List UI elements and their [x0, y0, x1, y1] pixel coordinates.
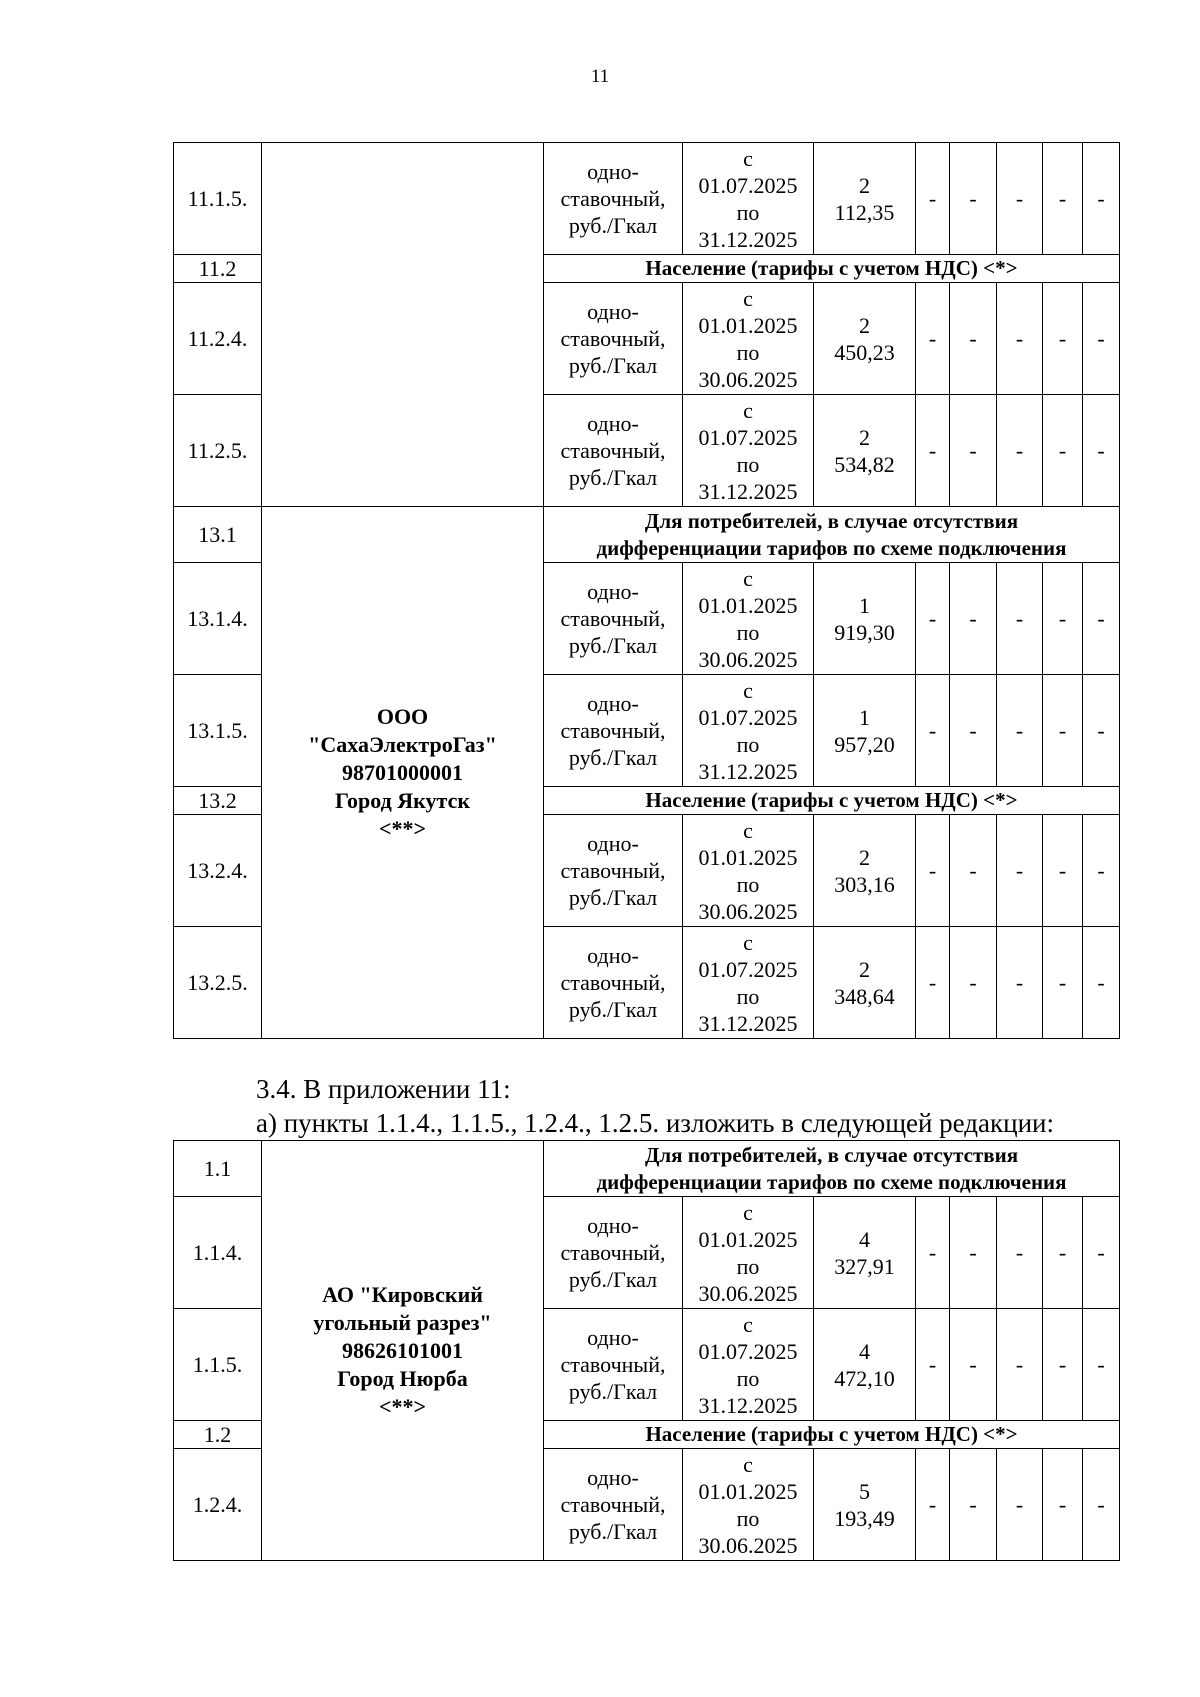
tariff-value-cell [814, 283, 916, 395]
organization-line: Город Якутск [334, 787, 471, 813]
tariff-value-cell [814, 143, 916, 255]
dash-cell: - [950, 143, 997, 255]
tariff-type-cell [544, 815, 683, 927]
tariff-type-line: ставочный, [560, 858, 666, 883]
period-line: 30.06.2025 [698, 366, 798, 392]
dash-cell: - [997, 1449, 1043, 1561]
category-header: Население (тарифы с учетом НДС) <*> [544, 255, 1120, 283]
amendment-line-2: а) пункты 1.1.4., 1.1.5., 1.2.4., 1.2.5. изложить в следующей редакции: [256, 1108, 1054, 1138]
dash-cell: - [916, 563, 950, 675]
tariff-value-cell [814, 395, 916, 507]
period-line: по [736, 199, 760, 225]
period-line: 30.06.2025 [698, 1280, 798, 1306]
period-line: 31.12.2025 [698, 1010, 798, 1036]
tariff-type-line: одно- [587, 299, 639, 324]
period-line: по [736, 871, 760, 897]
row-number: 11.2 [174, 255, 262, 283]
dash-cell: - [1043, 395, 1083, 507]
tariff-type-line: одно- [587, 691, 639, 716]
tariff-value-line: 5 [859, 1478, 870, 1504]
tariff-value-cell [814, 675, 916, 787]
dash-cell: - [1043, 675, 1083, 787]
row-number: 1.1.4. [174, 1197, 262, 1309]
period-cell [683, 1197, 814, 1309]
tariff-type-cell [544, 1309, 683, 1421]
tariff-value-line: 327,91 [834, 1253, 895, 1279]
period-line: с [743, 1451, 753, 1477]
tariff-type-line: ставочный, [560, 326, 666, 351]
period-cell [683, 1309, 814, 1421]
tariff-type-line: ставочный, [560, 718, 666, 743]
category-header-line: Для потребителей, в случае отсутствия [644, 1142, 1019, 1167]
organization-line: 98701000001 [342, 759, 463, 785]
period-line: 31.12.2025 [698, 226, 798, 252]
tariff-type-cell [544, 1197, 683, 1309]
tariff-value-cell [814, 563, 916, 675]
tariff-value-line: 919,30 [834, 619, 895, 645]
tariff-value-line: 1 [859, 704, 870, 730]
tariff-table [173, 1140, 1120, 1561]
period-cell [683, 143, 814, 255]
dash-cell: - [997, 815, 1043, 927]
tariff-type-line: руб./Гкал [568, 465, 658, 490]
period-line: 31.12.2025 [698, 758, 798, 784]
tariff-value-line: 1 [859, 592, 870, 618]
tariff-value-line: 348,64 [834, 983, 895, 1009]
period-line: по [736, 339, 760, 365]
dash-cell: - [950, 1197, 997, 1309]
organization-cell [262, 1141, 544, 1561]
page-number: 11 [590, 66, 610, 87]
tariff-type-line: руб./Гкал [568, 633, 658, 658]
tariff-type-line: руб./Гкал [568, 885, 658, 910]
period-line: по [736, 1365, 760, 1391]
row-number: 1.2.4. [174, 1449, 262, 1561]
period-line: по [736, 451, 760, 477]
dash-cell: - [916, 815, 950, 927]
tariff-type-cell [544, 283, 683, 395]
period-cell [683, 563, 814, 675]
dash-cell: - [950, 395, 997, 507]
tariff-value-line: 2 [859, 312, 870, 338]
organization-line: угольный разрез" [313, 1309, 492, 1335]
tariff-value-line: 472,10 [834, 1365, 895, 1391]
tariff-value-line: 303,16 [834, 871, 895, 897]
table-row [174, 143, 1120, 255]
period-line: 01.07.2025 [698, 1338, 798, 1364]
dash-cell: - [1043, 1449, 1083, 1561]
row-number: 1.1 [174, 1141, 262, 1197]
dash-cell: - [950, 675, 997, 787]
tariff-type-line: руб./Гкал [568, 997, 658, 1022]
period-line: 01.01.2025 [698, 312, 798, 338]
dash-cell: - [1083, 815, 1120, 927]
tariff-value-line: 534,82 [834, 451, 895, 477]
table-row [174, 1141, 1120, 1197]
tariff-value-line: 2 [859, 172, 870, 198]
period-line: с [743, 397, 753, 423]
tariff-type-line: ставочный, [560, 1240, 666, 1265]
organization-line: ООО [376, 703, 429, 729]
tariff-type-cell [544, 563, 683, 675]
dash-cell: - [916, 283, 950, 395]
category-header-line: дифференциации тарифов по схеме подключения [596, 535, 1067, 560]
period-line: 01.01.2025 [698, 592, 798, 618]
organization-line: Город Нюрба [337, 1365, 468, 1391]
tariff-type-line: одно- [587, 831, 639, 856]
dash-cell: - [916, 927, 950, 1039]
category-header-line: Для потребителей, в случае отсутствия [644, 508, 1019, 533]
tariff-type-line: одно- [587, 943, 639, 968]
row-number: 13.2.4. [174, 815, 262, 927]
dash-cell: - [916, 675, 950, 787]
dash-cell: - [1043, 815, 1083, 927]
dash-cell: - [950, 283, 997, 395]
category-header [544, 1141, 1120, 1197]
period-line: по [736, 731, 760, 757]
row-number: 11.2.5. [174, 395, 262, 507]
dash-cell: - [1043, 1309, 1083, 1421]
dash-cell: - [1083, 395, 1120, 507]
tariff-type-line: одно- [587, 1465, 639, 1490]
dash-cell: - [1043, 927, 1083, 1039]
dash-cell: - [997, 283, 1043, 395]
row-number: 13.1.5. [174, 675, 262, 787]
tariff-type-cell [544, 143, 683, 255]
dash-cell: - [997, 563, 1043, 675]
tariff-type-line: руб./Гкал [568, 353, 658, 378]
tariff-type-line: ставочный, [560, 186, 666, 211]
dash-cell: - [916, 1449, 950, 1561]
dash-cell: - [997, 675, 1043, 787]
tariff-value-cell [814, 815, 916, 927]
tariff-value-cell [814, 1309, 916, 1421]
dash-cell: - [997, 143, 1043, 255]
dash-cell: - [916, 143, 950, 255]
row-number: 13.2.5. [174, 927, 262, 1039]
tariff-value-line: 112,35 [834, 199, 895, 225]
tariff-type-line: ставочный, [560, 970, 666, 995]
dash-cell: - [1083, 143, 1120, 255]
dash-cell: - [1043, 143, 1083, 255]
tariff-type-cell [544, 1449, 683, 1561]
dash-cell: - [916, 1309, 950, 1421]
period-line: с [743, 817, 753, 843]
dash-cell: - [1083, 563, 1120, 675]
category-header: Население (тарифы с учетом НДС) <*> [544, 1421, 1120, 1449]
period-cell [683, 815, 814, 927]
organization-line: "СахаЭлектроГаз" [308, 731, 497, 757]
tariff-type-line: одно- [587, 1325, 639, 1350]
period-line: с [743, 285, 753, 311]
tariff-type-line: ставочный, [560, 606, 666, 631]
dash-cell: - [1083, 1309, 1120, 1421]
dash-cell: - [1043, 1197, 1083, 1309]
period-cell [683, 675, 814, 787]
period-line: 30.06.2025 [698, 898, 798, 924]
organization-line: <**> [378, 815, 427, 841]
amendment-text [256, 1072, 1054, 1140]
dash-cell: - [950, 815, 997, 927]
tariff-value-line: 957,20 [834, 731, 895, 757]
period-line: 30.06.2025 [698, 1532, 798, 1558]
dash-cell: - [916, 395, 950, 507]
tariff-type-line: ставочный, [560, 1352, 666, 1377]
period-line: 01.01.2025 [698, 1478, 798, 1504]
row-number: 13.2 [174, 787, 262, 815]
tariff-type-cell [544, 927, 683, 1039]
dash-cell: - [1083, 675, 1120, 787]
tariff-value-cell [814, 1197, 916, 1309]
category-header: Население (тарифы с учетом НДС) <*> [544, 787, 1120, 815]
tariff-type-line: ставочный, [560, 438, 666, 463]
tariff-value-line: 2 [859, 424, 870, 450]
period-line: с [743, 1311, 753, 1337]
period-line: 31.12.2025 [698, 478, 798, 504]
tariff-type-line: руб./Гкал [568, 1519, 658, 1544]
dash-cell: - [950, 563, 997, 675]
period-line: 01.07.2025 [698, 704, 798, 730]
period-line: с [743, 565, 753, 591]
dash-cell: - [1083, 283, 1120, 395]
dash-cell: - [950, 1449, 997, 1561]
period-cell [683, 1449, 814, 1561]
period-cell [683, 927, 814, 1039]
dash-cell: - [950, 1309, 997, 1421]
period-line: по [736, 1505, 760, 1531]
period-line: с [743, 929, 753, 955]
dash-cell: - [916, 1197, 950, 1309]
period-line: с [743, 1199, 753, 1225]
row-number: 1.1.5. [174, 1309, 262, 1421]
tariff-type-line: руб./Гкал [568, 1267, 658, 1292]
tariff-value-line: 2 [859, 844, 870, 870]
tariff-value-line: 4 [859, 1338, 870, 1364]
tariff-value-cell [814, 927, 916, 1039]
tariff-value-line: 193,49 [834, 1505, 895, 1531]
period-cell [683, 283, 814, 395]
row-number: 11.2.4. [174, 283, 262, 395]
dash-cell: - [1083, 1449, 1120, 1561]
organization-line: АО "Кировский [322, 1281, 483, 1307]
row-number: 13.1 [174, 507, 262, 563]
period-line: 30.06.2025 [698, 646, 798, 672]
tariff-type-line: одно- [587, 159, 639, 184]
organization-cell-continued [262, 143, 544, 507]
tariff-type-line: одно- [587, 579, 639, 604]
row-number: 11.1.5. [174, 143, 262, 255]
tariff-value-line: 2 [859, 956, 870, 982]
dash-cell: - [1043, 283, 1083, 395]
tariff-type-line: одно- [587, 411, 639, 436]
period-line: с [743, 145, 753, 171]
tariff-type-cell [544, 675, 683, 787]
period-line: по [736, 619, 760, 645]
period-line: 01.07.2025 [698, 956, 798, 982]
table-row [174, 507, 1120, 563]
organization-line: <**> [378, 1393, 427, 1419]
tariff-type-line: руб./Гкал [568, 1379, 658, 1404]
dash-cell: - [997, 927, 1043, 1039]
organization-cell [262, 507, 544, 1039]
amendment-line-1: 3.4. В приложении 11: [256, 1074, 511, 1104]
dash-cell: - [997, 395, 1043, 507]
dash-cell: - [1083, 927, 1120, 1039]
period-line: 01.01.2025 [698, 1226, 798, 1252]
category-header-line: дифференциации тарифов по схеме подключения [596, 1169, 1067, 1194]
period-line: 01.07.2025 [698, 424, 798, 450]
dash-cell: - [950, 927, 997, 1039]
dash-cell: - [1083, 1197, 1120, 1309]
category-header [544, 507, 1120, 563]
tariff-type-cell [544, 395, 683, 507]
tariff-table [173, 142, 1120, 1039]
tariff-value-line: 4 [859, 1226, 870, 1252]
period-line: 31.12.2025 [698, 1392, 798, 1418]
tariff-value-line: 450,23 [834, 339, 895, 365]
period-line: по [736, 983, 760, 1009]
period-line: 01.01.2025 [698, 844, 798, 870]
tariff-value-cell [814, 1449, 916, 1561]
row-number: 1.2 [174, 1421, 262, 1449]
tariff-type-line: ставочный, [560, 1492, 666, 1517]
dash-cell: - [997, 1197, 1043, 1309]
organization-line: 98626101001 [342, 1337, 463, 1363]
period-line: по [736, 1253, 760, 1279]
tariff-type-line: руб./Гкал [568, 213, 658, 238]
dash-cell: - [1043, 563, 1083, 675]
period-cell [683, 395, 814, 507]
row-number: 13.1.4. [174, 563, 262, 675]
tariff-type-line: руб./Гкал [568, 745, 658, 770]
period-line: с [743, 677, 753, 703]
tariff-type-line: одно- [587, 1213, 639, 1238]
period-line: 01.07.2025 [698, 172, 798, 198]
dash-cell: - [997, 1309, 1043, 1421]
